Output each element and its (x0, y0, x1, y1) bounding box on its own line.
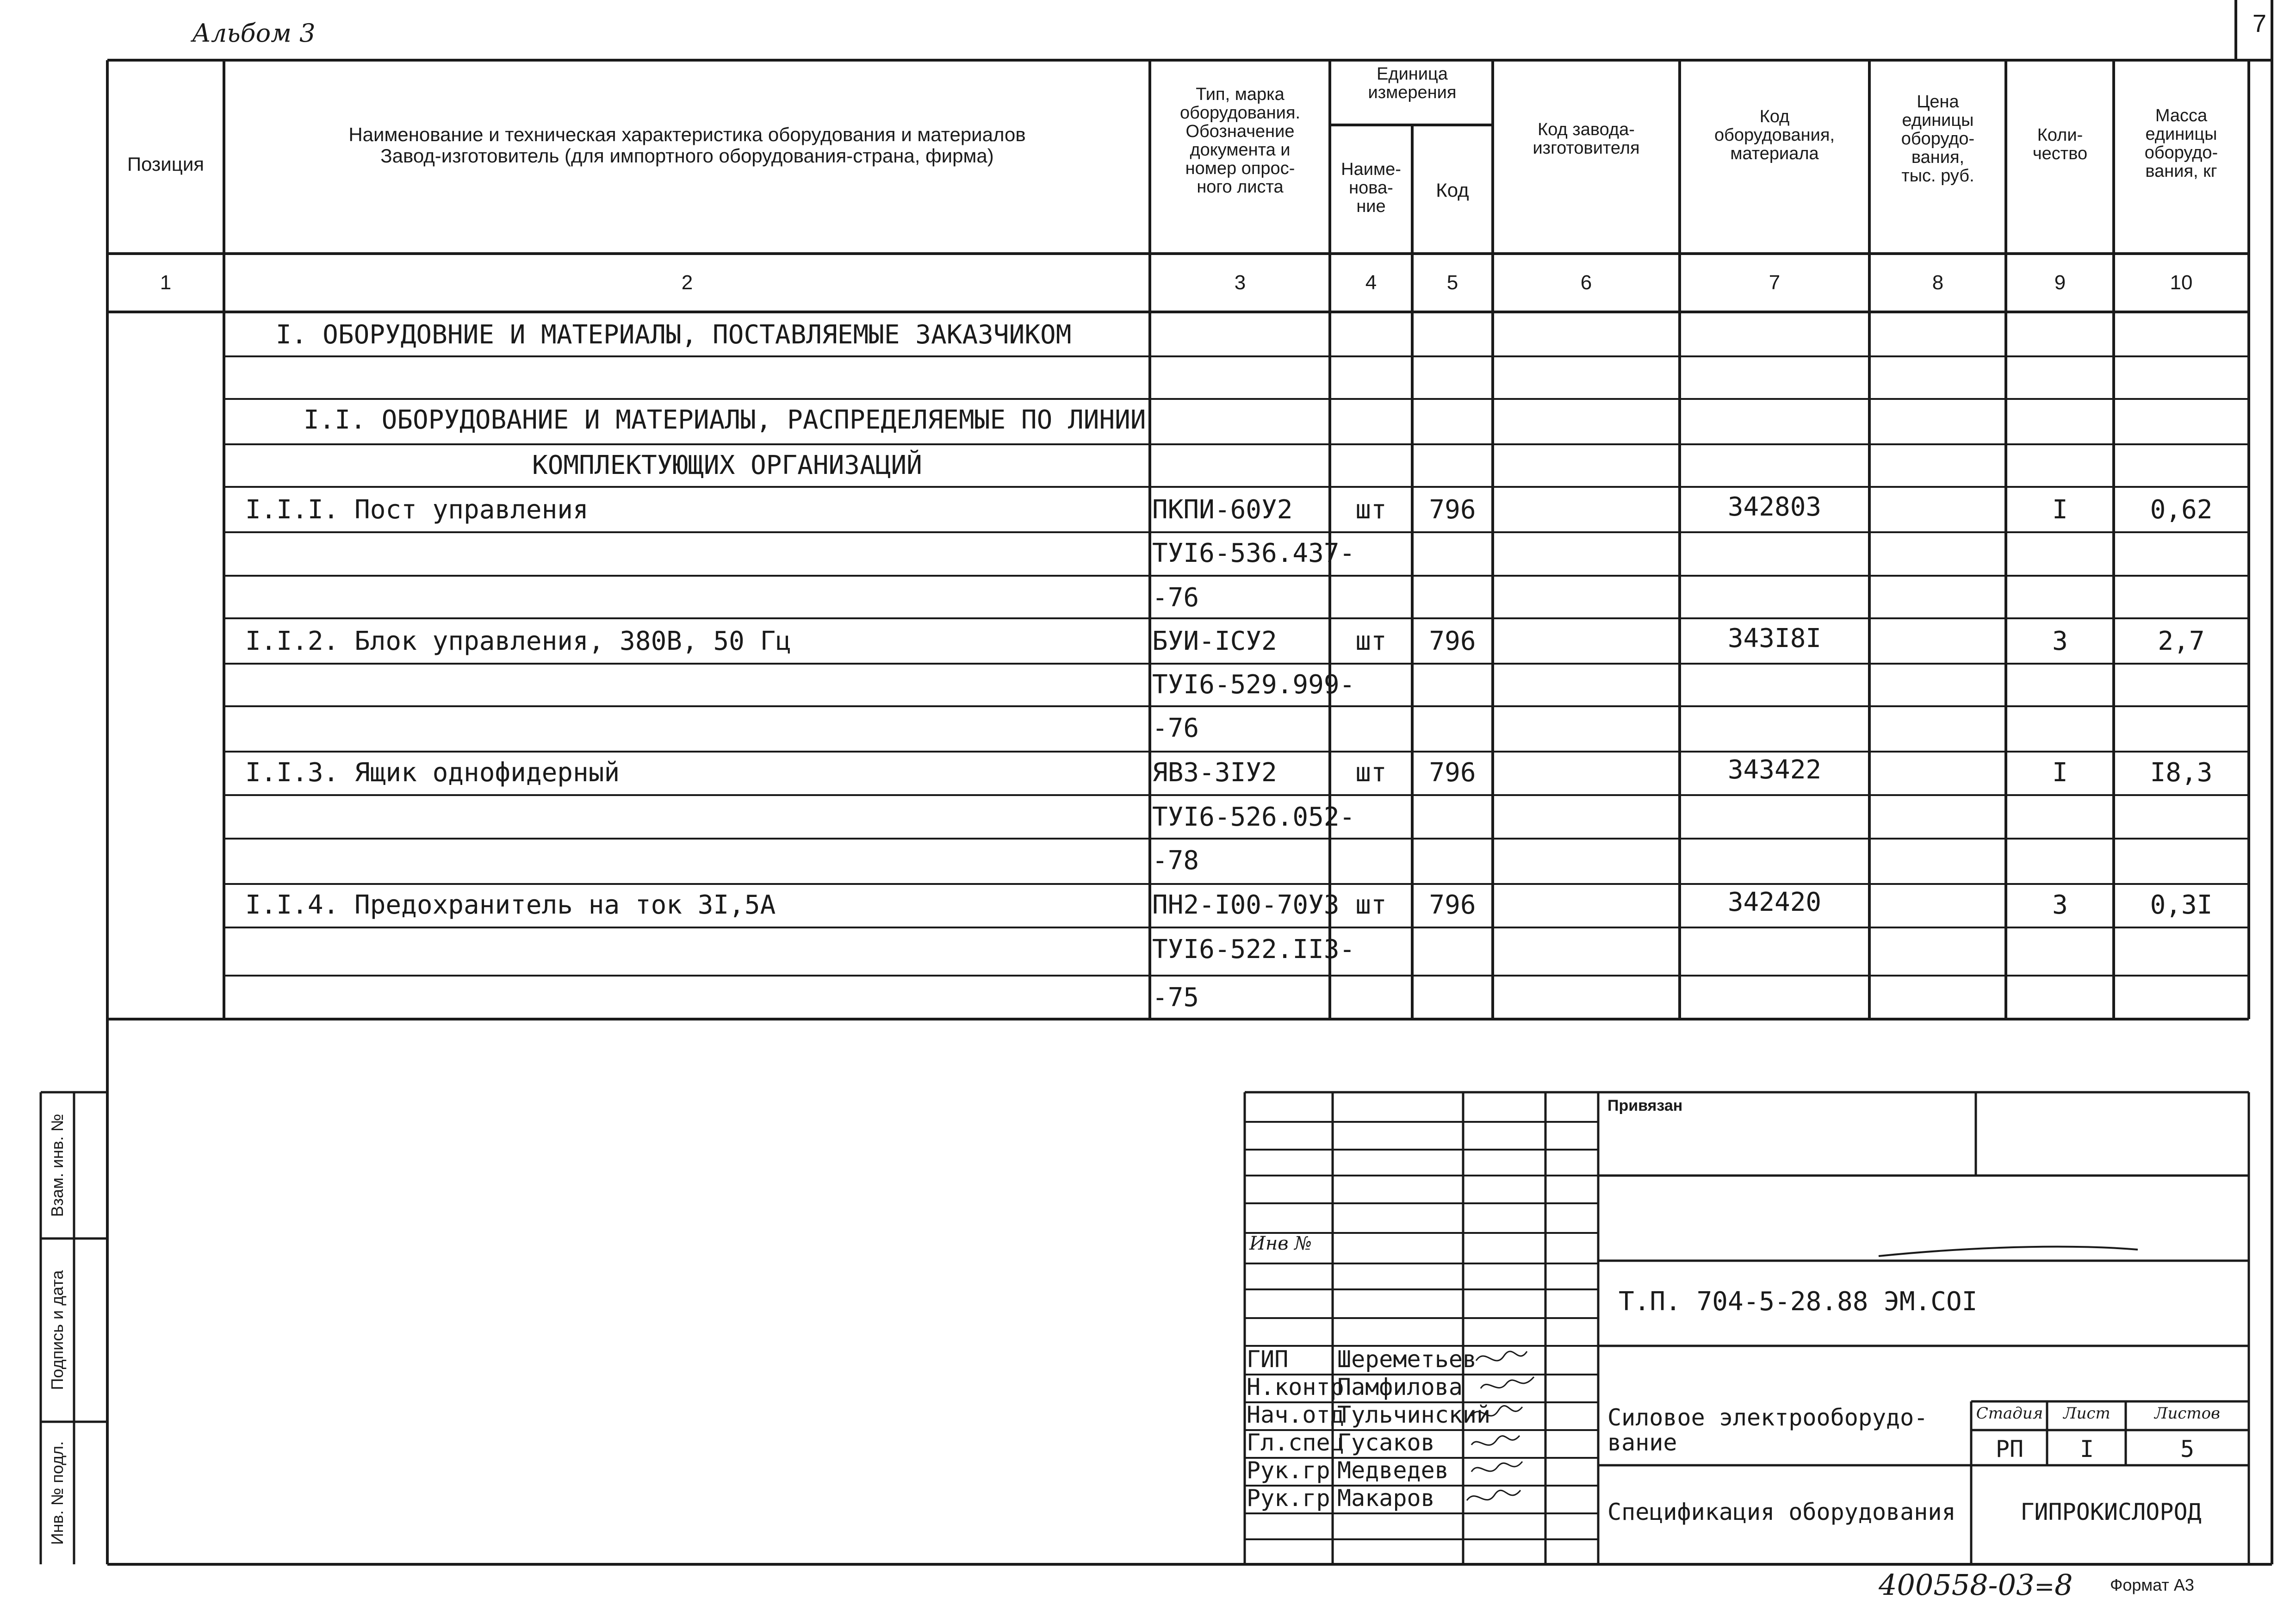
table-row-type: ПКПИ-60У2 (1152, 495, 1293, 525)
header-type-line: оборудования. (1179, 103, 1301, 123)
table-row-qty: 3 (2052, 626, 2068, 656)
signatory-role: Рук.гр (1247, 1485, 1330, 1512)
page-number: 7 (2253, 10, 2267, 37)
header-type-line: номер опрос- (1185, 159, 1295, 178)
archive-number (1879, 1568, 2073, 1602)
document-type-title: Спецификация оборудования (1607, 1499, 1956, 1525)
header-mass-line: оборудо- (2144, 143, 2218, 162)
col-number: 5 (1446, 271, 1458, 294)
side-label-original-inv: Инв. № подл. (48, 1441, 67, 1545)
sheet-value: I (2079, 1436, 2094, 1462)
header-name (227, 124, 1148, 167)
col-number: 10 (2170, 271, 2193, 294)
sheet-label: Лист (2063, 1404, 2110, 1423)
table-row-type: ЯВЗ-3IУ2 (1152, 758, 1277, 788)
table-row-mass: 2,7 (2158, 626, 2205, 656)
document-code: Т.П. 704-5-28.88 ЭМ.СОI (1619, 1287, 1978, 1317)
organization-name: ГИПРОКИСЛОРОД (2020, 1499, 2202, 1525)
header-unit-line: измерения (1368, 83, 1457, 102)
col-number: 6 (1580, 271, 1592, 294)
signatory-name: Тульчинский (1337, 1401, 1491, 1428)
attached-label: Привязан (1607, 1097, 1683, 1114)
header-mass-line: единицы (2145, 124, 2217, 144)
header-type-line: Тип, марка (1196, 85, 1285, 104)
header-type (1152, 85, 1328, 196)
header-unit-name-line: Наиме- (1341, 160, 1401, 179)
header-equip-code-line: оборудования, (1714, 125, 1835, 145)
col-number: 8 (1932, 271, 1944, 294)
signatory-role: Нач.отд (1247, 1401, 1344, 1428)
col-number: 1 (160, 271, 172, 294)
table-row-type: ПН2-I00-70У3 (1152, 890, 1340, 920)
header-factory-code-line: изготовителя (1533, 138, 1640, 158)
col-number: 2 (681, 271, 693, 294)
signatory-name: Медведев (1337, 1457, 1449, 1484)
signatory-role: Н.контр (1247, 1374, 1344, 1400)
table-row-type: -78 (1152, 846, 1199, 876)
col-number: 7 (1769, 271, 1781, 294)
table-row-unit-code: 796 (1429, 626, 1476, 656)
header-unit-name-line: ние (1356, 197, 1386, 216)
table-row-type: ТУI6-522.II3- (1152, 934, 1355, 964)
col-number: 4 (1365, 271, 1377, 294)
header-qty (2007, 126, 2113, 163)
table-row-name: I.I.2. Блок управления, 380В, 50 Гц (245, 626, 792, 656)
table-row-qty: I (2052, 758, 2068, 788)
table-row-type: БУИ-ICУ2 (1152, 626, 1277, 656)
table-row-type: -76 (1152, 713, 1199, 743)
table-row-unit: шт (1355, 495, 1387, 525)
header-type-line: документа и (1190, 140, 1291, 160)
header-factory-code-line: Код завода- (1538, 120, 1635, 139)
table-row-type: -75 (1152, 983, 1199, 1013)
side-label-signature-date: Подпись и дата (48, 1270, 67, 1390)
table-row-unit: шт (1355, 758, 1387, 788)
table-row-equip-code: 343422 (1727, 755, 1822, 785)
header-qty-line: Коли- (2037, 125, 2083, 145)
table-row-type: ТУI6-526.052- (1152, 802, 1355, 832)
header-position: Позиция (127, 153, 205, 175)
table-row-unit: шт (1355, 890, 1387, 920)
table-row-name: I.I.3. Ящик однофидерный (245, 758, 620, 788)
table-row-unit-code: 796 (1429, 495, 1476, 525)
stage-value: РП (1995, 1436, 2024, 1462)
signatory-role: Рук.гр (1247, 1457, 1330, 1484)
album-label: Альбом 3 (192, 19, 316, 48)
header-price-line: вания, (1911, 148, 1965, 167)
header-equip-code-line: Код (1759, 107, 1790, 126)
header-mass-line: Масса (2155, 106, 2208, 125)
sheet-format-label: Формат А3 (2110, 1575, 2194, 1594)
header-unit-name-line: нова- (1349, 178, 1393, 198)
archive-number-suffix: 8 (2054, 1568, 2073, 1602)
document-title-line1: Силовое электрооборудо- (1607, 1404, 1928, 1431)
header-price (1871, 93, 2004, 185)
section-title: I.I. ОБОРУДОВАНИЕ И МАТЕРИАЛЫ, РАСПРЕДЕЛЯЕМЫЕ ПО ЛИНИИ (304, 405, 1146, 435)
header-equip-code (1682, 107, 1868, 163)
section-title: КОМПЛЕКТУЮЩИХ ОРГАНИЗАЦИЙ (532, 450, 922, 480)
header-price-line: тыс. руб. (1901, 166, 1974, 186)
table-row-type: -76 (1152, 583, 1199, 613)
header-unit-name (1331, 160, 1411, 216)
table-row-equip-code: 342420 (1727, 887, 1822, 917)
header-type-line: Обозначение (1185, 122, 1295, 141)
table-row-equip-code: 342803 (1727, 492, 1822, 522)
header-mass-line: вания, кг (2145, 162, 2217, 181)
archive-number-main: 400558-03 (1879, 1568, 2035, 1602)
header-unit (1333, 65, 1492, 102)
document-title-line2: вание (1607, 1429, 1677, 1456)
table-row-unit-code: 796 (1429, 890, 1476, 920)
table-row-qty: 3 (2052, 890, 2068, 920)
stage-label: Стадия (1976, 1404, 2043, 1423)
signatory-role: ГИП (1247, 1346, 1289, 1373)
col-number: 9 (2054, 271, 2066, 294)
table-row-unit: шт (1355, 626, 1387, 656)
header-unit-code: Код (1436, 179, 1469, 201)
signatory-role: Гл.спец (1247, 1429, 1344, 1456)
signatory-name: Макаров (1337, 1485, 1435, 1512)
header-mass (2115, 106, 2248, 180)
table-row-type: ТУI6-529.999- (1152, 670, 1355, 700)
table-row-mass: I8,3 (2150, 758, 2213, 788)
header-price-line: Цена (1917, 92, 1959, 112)
table-row-mass: 0,3I (2150, 890, 2213, 920)
table-row-name: I.I.4. Предохранитель на ток 3I,5А (245, 890, 776, 920)
archive-number-mark: = (2034, 1573, 2055, 1601)
section-title: I. ОБОРУДОВНИЕ И МАТЕРИАЛЫ, ПОСТАВЛЯЕМЫЕ ЗАКАЗЧИКОМ (276, 320, 1072, 350)
signatory-name: Шереметьев (1337, 1346, 1477, 1373)
side-label-replacement-inv: Взам. инв. № (48, 1114, 67, 1217)
header-equip-code-line: материала (1730, 144, 1819, 163)
inv-number-label: Инв № (1249, 1233, 1312, 1254)
table-row-equip-code: 343I8I (1727, 623, 1822, 653)
header-type-line: ного листа (1197, 177, 1284, 197)
table-row-qty: I (2052, 495, 2068, 525)
table-row-type: ТУI6-536.437- (1152, 538, 1355, 568)
sheets-label: Листов (2154, 1404, 2220, 1423)
col-number: 3 (1234, 271, 1246, 294)
header-name-line2: Завод-изготовитель (для импортного оборудования-страна, фирма) (380, 145, 994, 167)
header-unit-line: Единица (1377, 64, 1448, 84)
header-qty-line: чество (2032, 144, 2088, 163)
signatory-name: Гусаков (1337, 1429, 1435, 1456)
signatory-name: Памфилова (1337, 1374, 1463, 1400)
table-row-mass: 0,62 (2150, 495, 2213, 525)
table-row-name: I.I.I. Пост управления (245, 495, 589, 525)
header-price-line: оборудо- (1901, 129, 1975, 149)
sheets-value: 5 (2180, 1436, 2195, 1462)
header-factory-code (1495, 120, 1678, 157)
table-row-unit-code: 796 (1429, 758, 1476, 788)
header-name-line1: Наименование и техническая характеристика оборудования и материалов (348, 124, 1026, 145)
header-price-line: единицы (1902, 111, 1974, 130)
